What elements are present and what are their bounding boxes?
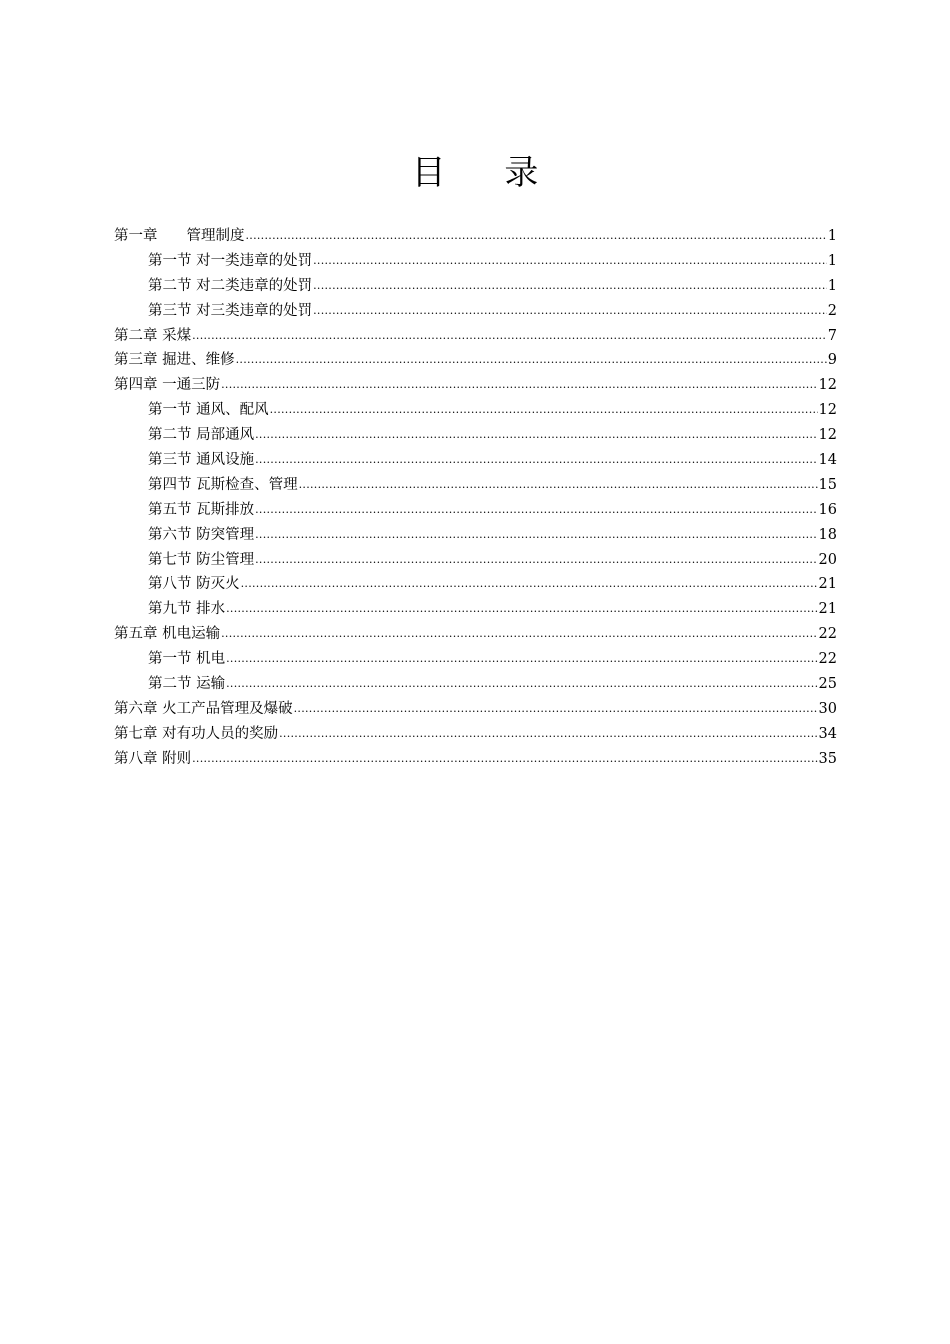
toc-entry-label: 第一节 通风、配风 [148, 402, 269, 419]
toc-section-entry[interactable] [114, 572, 837, 597]
toc-dot-leader [279, 722, 817, 747]
toc-dot-leader [241, 572, 818, 597]
toc-dot-leader [226, 647, 817, 672]
toc-page-number: 16 [818, 501, 837, 518]
toc-chapter-entry[interactable] [114, 747, 837, 772]
toc-page-number: 12 [818, 427, 837, 444]
toc-dot-leader [226, 672, 817, 697]
toc-entry-label: 第三章 掘进、维修 [114, 352, 235, 369]
toc-section-entry[interactable] [114, 473, 837, 498]
toc-entry-label: 第五章 机电运输 [114, 626, 221, 643]
toc-entry-label: 第二节 对二类违章的处罚 [148, 277, 313, 294]
toc-dot-leader [313, 299, 827, 324]
toc-entry-label: 第四章 一通三防 [114, 377, 221, 394]
toc-page-number: 22 [818, 626, 837, 643]
toc-dot-leader [270, 398, 818, 423]
toc-section-entry[interactable] [114, 597, 837, 622]
toc-entry-label: 第二节 局部通风 [148, 427, 255, 444]
toc-page-number: 14 [818, 452, 837, 469]
toc-chapter-entry[interactable] [114, 373, 837, 398]
toc-entry-label: 第二节 运输 [148, 676, 226, 693]
toc-entry-label: 第七章 对有功人员的奖励 [114, 725, 279, 742]
toc-section-entry[interactable] [114, 672, 837, 697]
toc-section-entry[interactable] [114, 274, 837, 299]
toc-dot-leader [255, 448, 817, 473]
toc-dot-leader [221, 622, 817, 647]
toc-entry-label: 第一节 机电 [148, 651, 226, 668]
toc-page-number: 20 [818, 551, 837, 568]
toc-page-number: 18 [818, 526, 837, 543]
document-title: 目 录 [411, 152, 563, 193]
toc-dot-leader [192, 324, 827, 349]
toc-page-number: 7 [827, 327, 837, 344]
toc-dot-leader [221, 373, 817, 398]
toc-page-number: 12 [818, 402, 837, 419]
toc-dot-leader [313, 274, 827, 299]
toc-page-number: 34 [818, 725, 837, 742]
toc-entry-label: 第二章 采煤 [114, 327, 192, 344]
toc-section-entry[interactable] [114, 498, 837, 523]
toc-dot-leader [294, 697, 818, 722]
toc-entry-label: 第一节 对一类违章的处罚 [148, 252, 313, 269]
toc-section-entry[interactable] [114, 299, 837, 324]
toc-section-entry[interactable] [114, 398, 837, 423]
toc-dot-leader [255, 523, 817, 548]
toc-dot-leader [236, 348, 827, 373]
toc-chapter-entry[interactable] [114, 348, 837, 373]
toc-page-number: 1 [827, 228, 837, 244]
toc-entry-label: 第八节 防灭火 [148, 576, 240, 593]
toc-page-number: 25 [818, 676, 837, 693]
toc-section-entry[interactable] [114, 249, 837, 274]
toc-page-number: 22 [818, 651, 837, 668]
toc-dot-leader [255, 548, 817, 573]
toc-dot-leader [192, 747, 817, 772]
toc-entry-label: 第八章 附则 [114, 750, 192, 767]
toc-page-number: 21 [818, 601, 837, 618]
toc-entry-label: 第六节 防突管理 [148, 526, 255, 543]
toc-chapter-entry[interactable] [114, 697, 837, 722]
toc-section-entry[interactable] [114, 423, 837, 448]
toc-page-number: 1 [827, 277, 837, 294]
toc-chapter-entry[interactable] [114, 722, 837, 747]
toc-page-number: 15 [818, 476, 837, 493]
toc-entry-label: 第五节 瓦斯排放 [148, 501, 255, 518]
toc-page-number: 30 [818, 700, 837, 717]
toc-section-entry[interactable] [114, 448, 837, 473]
toc-chapter-entry[interactable] [114, 324, 837, 349]
toc-page-number: 12 [818, 377, 837, 394]
toc-dot-leader [246, 224, 827, 249]
toc-dot-leader [313, 249, 827, 274]
toc-entry-label: 第四节 瓦斯检查、管理 [148, 476, 298, 493]
toc-entry-label: 第九节 排水 [148, 601, 226, 618]
toc-entry-label: 第六章 火工产品管理及爆破 [114, 700, 293, 717]
toc-entry-label: 第七节 防尘管理 [148, 551, 255, 568]
toc-section-entry[interactable] [114, 548, 837, 573]
toc-page-number: 35 [818, 750, 837, 767]
toc-page-number: 9 [827, 352, 837, 369]
toc-page-number: 21 [818, 576, 837, 593]
toc-dot-leader [226, 597, 817, 622]
toc-chapter-entry[interactable] [114, 622, 837, 647]
toc-dot-leader [255, 498, 817, 523]
toc-entry-label: 第一章 管理制度 [114, 228, 245, 244]
toc-entry-label: 第三节 对三类违章的处罚 [148, 302, 313, 319]
table-of-contents [114, 224, 837, 772]
toc-section-entry[interactable] [114, 647, 837, 672]
toc-dot-leader [299, 473, 818, 498]
toc-page-number: 2 [827, 302, 837, 319]
toc-entry-label: 第三节 通风设施 [148, 452, 255, 469]
toc-chapter-entry[interactable] [114, 224, 837, 249]
toc-section-entry[interactable] [114, 523, 837, 548]
toc-dot-leader [255, 423, 817, 448]
toc-page-number: 1 [827, 252, 837, 269]
